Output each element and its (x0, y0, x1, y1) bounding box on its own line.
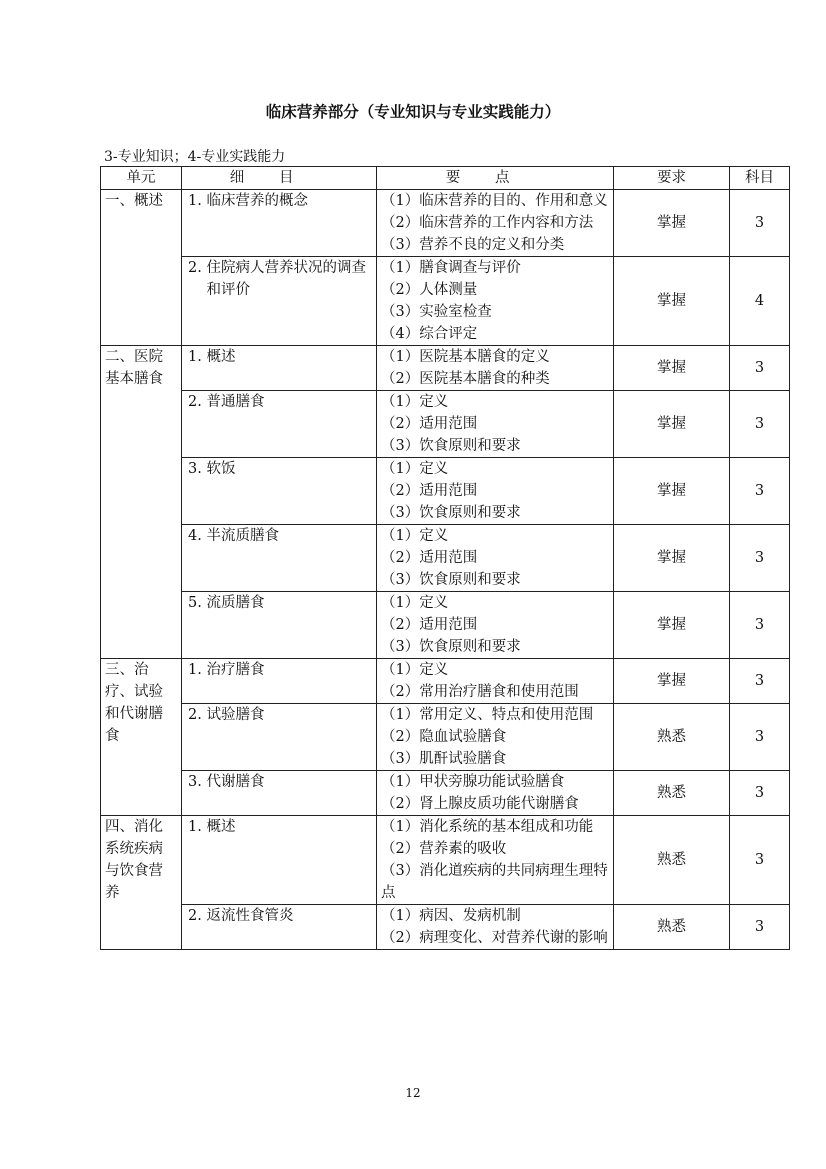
point-line: （1）定义 (381, 662, 449, 678)
subject-cell: 3 (730, 659, 790, 704)
item-label: 流质膳食 (206, 595, 265, 611)
item-cell (182, 704, 377, 771)
item-label: 返流性食管炎 (206, 908, 294, 924)
points-cell (377, 346, 614, 391)
syllabus-table (100, 166, 790, 950)
item-cell (182, 905, 377, 950)
item-cell (182, 659, 377, 704)
point-line: （1）临床营养的目的、作用和意义 (381, 193, 608, 209)
item-number: 4. (188, 528, 207, 544)
point-line: （3）营养不良的定义和分类 (381, 237, 565, 253)
item-cell (182, 257, 377, 346)
page-number: 12 (405, 1086, 421, 1100)
header-unit: 单元 (101, 167, 182, 190)
point-line: （1）医院基本膳食的定义 (381, 349, 550, 365)
table-row (101, 458, 790, 525)
unit-cell: 三、治疗、试验和代谢膳食 (101, 659, 182, 816)
subject-cell: 3 (730, 525, 790, 592)
points-cell (377, 816, 614, 905)
points-cell (377, 905, 614, 950)
point-line: （3）实验室检查 (381, 304, 492, 320)
point-line: （3）饮食原则和要求 (381, 438, 521, 454)
point-line: （2）肾上腺皮质功能代谢膳食 (381, 796, 579, 812)
table-row (101, 190, 790, 257)
item-label: 试验膳食 (206, 707, 265, 723)
subject-cell: 3 (730, 905, 790, 950)
point-line: （1）病因、发病机制 (381, 908, 521, 924)
subject-cell: 3 (730, 391, 790, 458)
item-cell (182, 458, 377, 525)
requirement-cell: 熟悉 (614, 704, 730, 771)
item-number: 2. (188, 908, 207, 924)
item-number: 5. (188, 595, 207, 611)
table-row (101, 704, 790, 771)
table-row (101, 659, 790, 704)
item-cell (182, 346, 377, 391)
item-cell (182, 190, 377, 257)
item-text (188, 525, 370, 547)
table-row (101, 525, 790, 592)
item-text (188, 592, 370, 614)
point-line: （2）隐血试验膳食 (381, 729, 507, 745)
subject-cell: 3 (730, 704, 790, 771)
table-row (101, 816, 790, 905)
points-cell (377, 257, 614, 346)
item-text (188, 458, 370, 480)
item-cell (182, 592, 377, 659)
item-label: 治疗膳食 (206, 662, 265, 678)
item-number: 1. (188, 662, 207, 678)
subject-cell: 3 (730, 458, 790, 525)
item-cell (182, 525, 377, 592)
item-text (188, 771, 370, 793)
item-text (188, 659, 370, 681)
item-number: 3. (188, 461, 207, 477)
item-label: 普通膳食 (206, 394, 265, 410)
header-points: 要点 (377, 167, 614, 190)
item-text (188, 257, 370, 301)
item-label: 临床营养的概念 (206, 193, 308, 209)
requirement-cell: 掌握 (614, 592, 730, 659)
item-number: 2. (188, 394, 207, 410)
item-text (188, 905, 370, 927)
requirement-cell: 掌握 (614, 190, 730, 257)
point-line: （1）甲状旁腺功能试验膳食 (381, 774, 565, 790)
point-line: （3）饮食原则和要求 (381, 505, 521, 521)
subject-cell: 3 (730, 346, 790, 391)
point-line: （2）适用范围 (381, 617, 478, 633)
item-number: 1. (188, 193, 207, 209)
points-cell (377, 704, 614, 771)
item-text (188, 816, 370, 838)
point-line: （2）常用治疗膳食和使用范围 (381, 684, 579, 700)
subtitle-legend: 3-专业知识；4-专业实践能力 (104, 149, 286, 165)
item-label: 住院病人营养状况的调查和评价 (206, 260, 366, 298)
item-text (188, 704, 370, 726)
point-line: （2）病理变化、对营养代谢的影响 (381, 930, 608, 946)
subject-cell: 3 (730, 190, 790, 257)
item-number: 1. (188, 349, 207, 365)
points-cell (377, 525, 614, 592)
item-number: 2. (188, 260, 207, 276)
point-line: （2）适用范围 (381, 416, 478, 432)
item-cell (182, 816, 377, 905)
item-number: 1. (188, 819, 207, 835)
item-text (188, 190, 370, 212)
item-label: 概述 (206, 349, 236, 365)
subject-cell: 3 (730, 771, 790, 816)
requirement-cell: 熟悉 (614, 905, 730, 950)
requirement-cell: 熟悉 (614, 771, 730, 816)
item-number: 2. (188, 707, 207, 723)
point-line: （1）定义 (381, 394, 449, 410)
header-subject: 科目 (730, 167, 790, 190)
points-cell (377, 391, 614, 458)
unit-cell: 二、医院基本膳食 (101, 346, 182, 659)
item-text (188, 391, 370, 413)
item-number: 3. (188, 774, 207, 790)
point-line: （2）适用范围 (381, 483, 478, 499)
item-label: 代谢膳食 (206, 774, 265, 790)
point-line: （1）定义 (381, 461, 449, 477)
requirement-cell: 掌握 (614, 346, 730, 391)
point-line: （3）肌酐试验膳食 (381, 751, 507, 767)
point-line: （2）医院基本膳食的种类 (381, 371, 550, 387)
header-item: 细目 (182, 167, 377, 190)
point-line: （4）综合评定 (381, 326, 478, 342)
unit-cell: 一、概述 (101, 190, 182, 346)
point-line: （1）定义 (381, 595, 449, 611)
table-row (101, 905, 790, 950)
requirement-cell: 掌握 (614, 391, 730, 458)
point-line: （3）饮食原则和要求 (381, 572, 521, 588)
point-line: （1）膳食调查与评价 (381, 260, 521, 276)
points-cell (377, 592, 614, 659)
table-row (101, 771, 790, 816)
table-row (101, 346, 790, 391)
point-line: （2）适用范围 (381, 550, 478, 566)
requirement-cell: 熟悉 (614, 816, 730, 905)
subject-cell: 4 (730, 257, 790, 346)
item-label: 半流质膳食 (206, 528, 279, 544)
point-line: （2）临床营养的工作内容和方法 (381, 215, 594, 231)
table-row (101, 592, 790, 659)
table-body (101, 190, 790, 950)
item-label: 概述 (206, 819, 236, 835)
point-line: （2）营养素的吸收 (381, 841, 507, 857)
requirement-cell: 掌握 (614, 257, 730, 346)
point-line: （1）消化系统的基本组成和功能 (381, 819, 594, 835)
table-header-row (101, 167, 790, 190)
point-line: （2）人体测量 (381, 282, 478, 298)
point-line: （1）常用定义、特点和使用范围 (381, 707, 594, 723)
table-row (101, 257, 790, 346)
requirement-cell: 掌握 (614, 659, 730, 704)
item-label: 软饭 (206, 461, 236, 477)
subject-cell: 3 (730, 592, 790, 659)
point-line: （3）消化道疾病的共同病理生理特点 (381, 863, 608, 901)
page-title: 临床营养部分（专业知识与专业实践能力） (265, 103, 561, 121)
header-requirement: 要求 (614, 167, 730, 190)
item-cell (182, 771, 377, 816)
points-cell (377, 458, 614, 525)
unit-cell: 四、消化系统疾病与饮食营养 (101, 816, 182, 950)
requirement-cell: 掌握 (614, 525, 730, 592)
item-text (188, 346, 370, 368)
points-cell (377, 190, 614, 257)
subject-cell: 3 (730, 816, 790, 905)
points-cell (377, 771, 614, 816)
table-row (101, 391, 790, 458)
points-cell (377, 659, 614, 704)
requirement-cell: 掌握 (614, 458, 730, 525)
item-cell (182, 391, 377, 458)
point-line: （1）定义 (381, 528, 449, 544)
point-line: （3）饮食原则和要求 (381, 639, 521, 655)
